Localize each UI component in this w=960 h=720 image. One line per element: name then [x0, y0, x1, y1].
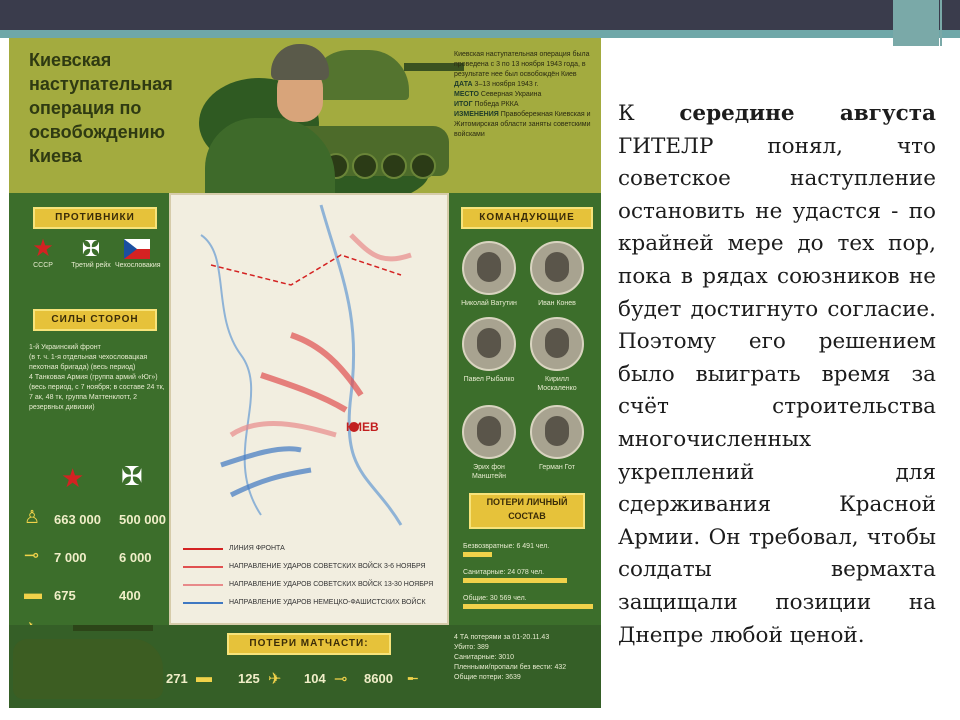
materiel-losses-section: [9, 625, 601, 708]
opponent-label: Чехословакия: [115, 262, 161, 269]
battle-map: [169, 193, 449, 625]
forces-heading: СИЛЫ СТОРОН: [33, 309, 157, 331]
legend-label: ЛИНИЯ ФРОНТА: [229, 545, 285, 552]
commander-portrait: [530, 405, 584, 459]
soldier-icon: ♙: [24, 507, 41, 527]
legend-swatch: [183, 602, 223, 604]
materiel-stats: [164, 665, 434, 695]
map-legend: [183, 540, 443, 612]
german-losses-line: Пленными/пропали без вести: 432: [454, 664, 567, 671]
commander-portrait: [462, 405, 516, 459]
loss-label: Общие: 30 569 чел.: [463, 595, 527, 602]
german-losses-line: Санитарные: 3010: [454, 654, 514, 661]
commander-card: [527, 317, 587, 393]
forces-row-personnel: [24, 505, 169, 535]
materiel-value: 125: [238, 671, 260, 686]
ussr-value: 7 000: [54, 550, 87, 565]
place-value: Северная Украина: [480, 91, 542, 98]
iron-cross-icon: ✠: [81, 236, 101, 261]
forces-description: [29, 343, 169, 413]
aircraft-icon: ✈: [268, 671, 282, 688]
right-column: [449, 193, 601, 623]
changes-value: Правобережная Киевская и Житомирская области заняты советскими войсками: [454, 111, 591, 138]
river-line: [201, 235, 261, 515]
german-attack-arrow: [231, 470, 311, 495]
commander-name: Павел Рыбалко: [463, 376, 515, 383]
legend-item: [183, 576, 443, 594]
germany-value: 400: [119, 588, 141, 603]
legend-label: НАПРАВЛЕНИЕ УДАРОВ СОВЕТСКИХ ВОЙСК 3-6 НОЯБРЯ: [229, 563, 426, 570]
forces-line: 1-й Украинский фронт: [29, 344, 101, 351]
map-drawing: [171, 195, 447, 535]
poster-header: [9, 38, 601, 193]
commanders-heading: КОМАНДУЮЩИЕ: [461, 207, 593, 229]
loss-label: Безвозвратные: 6 491 чел.: [463, 543, 550, 550]
commander-name: Николай Ватутин: [461, 300, 517, 307]
slide-top-bar: [0, 0, 960, 30]
german-attack-arrow: [221, 449, 301, 465]
opponent-ussr: [21, 237, 65, 270]
soviet-star-icon: ★: [32, 235, 54, 262]
commander-portrait: [530, 317, 584, 371]
commander-card: [527, 405, 587, 472]
materiel-value: 104: [304, 671, 326, 686]
forces-row-tanks: [24, 581, 169, 611]
commander-card: [459, 405, 519, 481]
soviet-attack-arrow: [261, 375, 346, 410]
german-losses-line: Убито: 389: [454, 644, 489, 651]
body-text-start: К: [618, 101, 680, 126]
date-label: ДАТА: [454, 81, 473, 88]
operation-info: [454, 50, 594, 140]
commander-name: Иван Конев: [538, 300, 576, 307]
dnieper-river: [321, 205, 401, 525]
german-losses-list: [454, 633, 599, 683]
commander-portrait: [530, 241, 584, 295]
tank-icon: ▬: [196, 669, 212, 686]
body-text-emphasis: середине августа: [679, 101, 936, 126]
slide-body-text: [618, 98, 936, 652]
commander-card: [459, 317, 519, 384]
loss-bar: [463, 578, 567, 583]
loss-label: Санитарные: 24 078 чел.: [463, 569, 545, 576]
front-line: [211, 255, 401, 285]
result-label: ИТОГ: [454, 101, 473, 108]
legend-item: [183, 594, 443, 612]
german-losses-line: Общие потери: 3639: [454, 674, 521, 681]
legend-label: НАПРАВЛЕНИЕ УДАРОВ НЕМЕЦКО-ФАШИСТСКИХ ВОЙСК: [229, 599, 426, 606]
opponent-label: СССР: [33, 262, 53, 269]
left-column: [9, 193, 169, 623]
tank-icon: ▬: [24, 583, 42, 603]
loss-bar: [463, 552, 492, 557]
corner-decoration-line: [940, 0, 942, 46]
legend-item: [183, 558, 443, 576]
map-city-label: КИЕВ: [346, 420, 379, 434]
opponent-czechoslovakia: [115, 237, 159, 270]
commander-name: Кирилл Москаленко: [537, 376, 577, 392]
legend-swatch: [183, 584, 223, 586]
legend-swatch: [183, 548, 223, 550]
commander-card: [527, 241, 587, 308]
loss-item: [463, 543, 593, 557]
loss-item: [463, 595, 593, 609]
materiel-losses-heading: ПОТЕРИ МАТЧАСТИ:: [227, 633, 391, 655]
infographic-poster: [9, 38, 601, 708]
rifle-icon: ╾: [408, 671, 418, 688]
tank-illustration: [13, 639, 163, 699]
operation-intro: Киевская наступательная операция была проведена с 3 по 13 ноября 1943 года, в результате нее был освобождён Киев: [454, 51, 590, 78]
materiel-value: 8600: [364, 671, 393, 686]
date-value: 3–13 ноября 1943 г.: [474, 81, 539, 88]
loss-item: [463, 569, 593, 583]
commander-card: [459, 241, 519, 308]
result-value: Победа РККА: [474, 101, 519, 108]
czechoslovak-flag-icon: [124, 239, 150, 259]
forces-row-artillery: [24, 543, 169, 573]
artillery-icon: ⊸: [24, 545, 40, 565]
iron-cross-icon: ✠: [121, 461, 143, 491]
soviet-star-icon: ★: [61, 463, 85, 493]
germany-value: 500 000: [119, 512, 166, 527]
commander-name: Эрих фон Манштейн: [471, 464, 507, 480]
materiel-value: 271: [166, 671, 188, 686]
body-text-rest: ГИТЕЛР понял, что советское наступление остановить не удастся - по крайней мере до тех пор, пока в рядах союзников не будет достигнуто согласие. Поэтому его решением было выиграть время за счёт строительства многочисленных укреплений для сдерживания Красной Армии. Он требовал, чтобы солдаты вермахта защищали позиции на Днепре любой ценой.: [618, 133, 936, 648]
changes-label: ИЗМЕНЕНИЯ: [454, 111, 499, 118]
germany-value: 6 000: [119, 550, 152, 565]
opponent-label: Третий рейх: [71, 262, 111, 269]
commander-name: Герман Гот: [539, 464, 575, 471]
ussr-value: 675: [54, 588, 76, 603]
soviet-attack-arrow: [351, 235, 411, 259]
forces-line: 4 Танковая Армия (группа армий «Юг») (весь период, с 7 ноября; в составе 24 тк, 7 ак, 48 тк, группа Маттенклотт, 2 резервных дивизии): [29, 374, 165, 411]
opponent-germany: [69, 237, 113, 270]
personnel-losses-heading: ПОТЕРИ ЛИЧНЫЙ СОСТАВ: [469, 493, 585, 529]
commander-portrait: [462, 241, 516, 295]
poster-title: Киевская наступательная операция по освобождению Киева: [29, 50, 173, 166]
opponents-heading: ПРОТИВНИКИ: [33, 207, 157, 229]
place-label: МЕСТО: [454, 91, 479, 98]
artillery-icon: ⊸: [334, 671, 348, 688]
forces-line: (в т. ч. 1-я отдельная чехословацкая пехотная бригада) (весь период): [29, 354, 148, 371]
slide-stripe: [0, 30, 960, 38]
legend-item: [183, 540, 443, 558]
loss-bar: [463, 604, 593, 609]
commander-portrait: [462, 317, 516, 371]
corner-decoration: [893, 0, 939, 46]
ussr-value: 663 000: [54, 512, 101, 527]
german-losses-line: 4 ТА потерями за 01-20.11.43: [454, 634, 550, 641]
legend-label: НАПРАВЛЕНИЕ УДАРОВ СОВЕТСКИХ ВОЙСК 13-30 НОЯБРЯ: [229, 581, 434, 588]
soldier-hat-illustration: [271, 44, 329, 80]
legend-swatch: [183, 566, 223, 568]
